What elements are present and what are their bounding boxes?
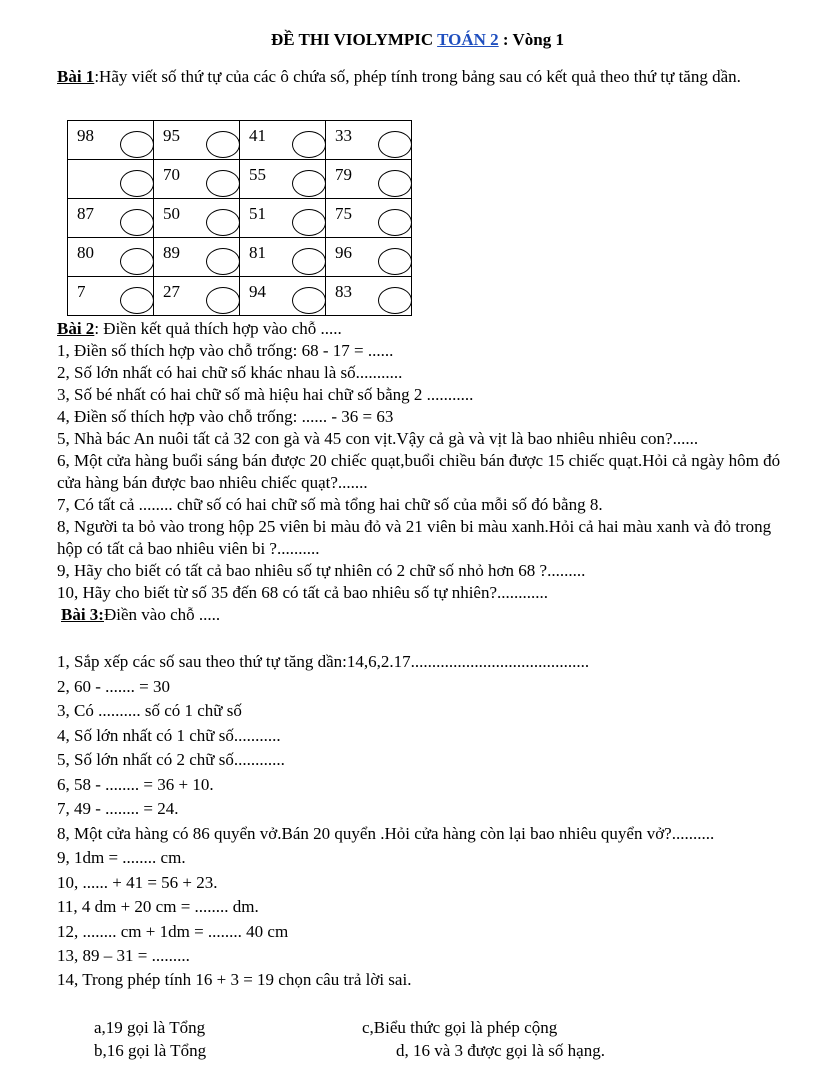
bai3-label: Bài 3:	[61, 605, 104, 624]
grid-cell	[240, 238, 326, 277]
answer-circle[interactable]	[120, 170, 154, 197]
bai2-label: Bài 2	[57, 319, 95, 338]
grid-cell	[68, 199, 154, 238]
bai1-intro	[57, 66, 767, 88]
bai2-item-2: 2, Số lớn nhất có hai chữ số khác nhau là số...........	[57, 363, 403, 382]
answer-circle[interactable]	[120, 248, 154, 275]
grid-cell-number: 79	[335, 165, 352, 184]
grid-cell	[240, 277, 326, 316]
answer-b: b,16 gọi là Tổng	[94, 1041, 207, 1060]
bai3-item-4: 4, Số lớn nhất có 1 chữ số...........	[57, 725, 281, 745]
grid-row	[68, 121, 412, 160]
grid-cell-number: 89	[163, 243, 180, 262]
grid-cell	[68, 277, 154, 316]
grid-cell-number: 80	[77, 243, 94, 262]
answer-circle[interactable]	[206, 209, 240, 236]
grid-cell-number: 51	[249, 204, 266, 223]
answer-circle[interactable]	[292, 287, 326, 314]
bai2-item-3: 3, Số bé nhất có hai chữ số mà hiệu hai chữ số bằng 2 ...........	[57, 385, 474, 404]
bai3-item-7: 7, 49 - ........ = 24.	[57, 799, 179, 818]
title-suffix: : Vòng 1	[502, 30, 565, 49]
answer-circle[interactable]	[206, 131, 240, 158]
grid-cell-number: 50	[163, 204, 180, 223]
answer-circle[interactable]	[206, 170, 240, 197]
bai3-item-14: 14, Trong phép tính 16 + 3 = 19 chọn câu trả lời sai.	[57, 969, 412, 989]
answer-a: a,19 gọi là Tổng	[94, 1018, 206, 1037]
grid-cell	[240, 199, 326, 238]
grid-cell	[326, 121, 412, 160]
bai2-item-9: 9, Hãy cho biết có tất cả bao nhiêu số tự nhiên có 2 chữ số nhỏ hơn 68 ?.........	[57, 561, 586, 580]
grid-cell	[326, 238, 412, 277]
grid-cell	[68, 160, 154, 199]
answer-circle[interactable]	[292, 170, 326, 197]
bai3-item-1: 1, Sắp xếp các số sau theo thứ tự tăng dần:14,6,2.17..........................................	[57, 652, 590, 671]
bai1-text: :Hãy viết số thứ tự của các ô chứa số, phép tính trong bảng sau có kết quả theo thứ tự tăng dần.	[94, 67, 741, 86]
grid-cell	[154, 121, 240, 160]
grid-cell-number: 96	[335, 243, 352, 262]
bai3-item-5: 5, Số lớn nhất có 2 chữ số............	[57, 750, 285, 769]
bai3-item-6: 6, 58 - ........ = 36 + 10.	[57, 774, 214, 794]
bai2-item-8: 8, Người ta bỏ vào trong hộp 25 viên bi màu đỏ và 21 viên bi màu xanh.Hỏi cả hai màu xanh và đỏ trong hộp có tất cả bao nhiêu viên bi ?..........	[57, 517, 772, 558]
bai2-item-10: 10, Hãy cho biết từ số 35 đến 68 có tất cả bao nhiêu số tự nhiên?............	[57, 583, 549, 602]
answer-circle[interactable]	[292, 248, 326, 275]
answer-circle[interactable]	[378, 209, 412, 236]
bai3-item-13: 13, 89 – 31 = .........	[57, 946, 190, 965]
grid-cell	[154, 160, 240, 199]
answer-d: d, 16 và 3 được gọi là số hạng.	[396, 1041, 605, 1060]
answer-circle[interactable]	[378, 131, 412, 158]
grid-cell	[326, 199, 412, 238]
page-title	[0, 30, 835, 50]
title-prefix: ĐỀ THI VIOLYMPIC	[270, 30, 434, 49]
bai1-label: Bài 1	[57, 67, 95, 86]
grid-cell	[154, 238, 240, 277]
grid-row	[68, 199, 412, 238]
answer-circle[interactable]	[206, 287, 240, 314]
bai2-item-6: 6, Một cửa hàng buổi sáng bán được 20 chiếc quạt,buổi chiều bán được 15 chiếc quạt.Hỏi cả ngày hôm đó cửa hàng bán được bao nhiêu chiếc quạt?.......	[57, 451, 781, 492]
bai2-item-5: 5, Nhà bác An nuôi tất cả 32 con gà và 45 con vịt.Vậy cả gà và vịt là bao nhiêu nhiêu con?......	[57, 429, 699, 448]
bai2-item-1: 1, Điền số thích hợp vào chỗ trống: 68 - 17 = ......	[57, 341, 394, 360]
grid-cell-number: 55	[249, 165, 266, 184]
answer-c: c,Biểu thức gọi là phép cộng	[362, 1018, 558, 1037]
grid-row	[68, 277, 412, 316]
answer-circle[interactable]	[378, 170, 412, 197]
grid-cell-number: 7	[77, 282, 86, 301]
bai3-item-10: 10, ...... + 41 = 56 + 23.	[57, 872, 218, 892]
bai2-section	[57, 318, 787, 626]
grid-cell-number: 41	[249, 126, 266, 145]
grid-cell-number: 98	[77, 126, 94, 145]
answer-circle[interactable]	[292, 131, 326, 158]
answer-circle[interactable]	[292, 209, 326, 236]
grid-row	[68, 160, 412, 199]
answer-circle[interactable]	[120, 131, 154, 158]
grid-cell	[154, 199, 240, 238]
bai3-item-12: 12, ........ cm + 1dm = ........ 40 cm	[57, 921, 289, 941]
grid-cell-number: 87	[77, 204, 94, 223]
bai3-item-9: 9, 1dm = ........ cm.	[57, 848, 186, 867]
grid-cell-number: 95	[163, 126, 180, 145]
bai3-section	[57, 650, 787, 990]
bai3-item-8: 8, Một cửa hàng có 86 quyển vở.Bán 20 quyển .Hỏi cửa hàng còn lại bao nhiêu quyển vở?..........	[57, 823, 715, 843]
grid-row	[68, 238, 412, 277]
bai3-heading	[57, 604, 787, 626]
grid-cell-number: 81	[249, 243, 266, 262]
bai3-item-11: 11, 4 dm + 20 cm = ........ dm.	[57, 897, 259, 916]
grid-cell	[326, 160, 412, 199]
grid-cell	[240, 121, 326, 160]
grid-cell	[154, 277, 240, 316]
grid-cell-number: 94	[249, 282, 266, 301]
grid-cell-number: 75	[335, 204, 352, 223]
bai2-heading	[57, 318, 787, 340]
grid-cell-number: 70	[163, 165, 180, 184]
answer-circle[interactable]	[120, 209, 154, 236]
bai2-item-7: 7, Có tất cả ........ chữ số có hai chữ số mà tổng hai chữ số của mỗi số đó bằng 8.	[57, 495, 603, 514]
answer-circle[interactable]	[120, 287, 154, 314]
grid-cell-number: 83	[335, 282, 352, 301]
grid-cell	[326, 277, 412, 316]
bai2-item-4: 4, Điền số thích hợp vào chỗ trống: ...... - 36 = 63	[57, 407, 394, 426]
bai3-item-3: 3, Có .......... số có 1 chữ số	[57, 701, 242, 720]
grid-cell	[68, 238, 154, 277]
grid-cell	[240, 160, 326, 199]
bai3-item-2: 2, 60 - ....... = 30	[57, 676, 170, 696]
grid-cell	[68, 121, 154, 160]
grid-cell-number: 27	[163, 282, 180, 301]
bai2-text: : Điền kết quả thích hợp vào chỗ .....	[94, 319, 342, 338]
answer-circle[interactable]	[378, 287, 412, 314]
grid-cell-number: 33	[335, 126, 352, 145]
bai3-text: Điền vào chỗ .....	[103, 605, 221, 624]
answer-circle[interactable]	[378, 248, 412, 275]
answer-circle[interactable]	[206, 248, 240, 275]
number-grid	[67, 120, 412, 316]
title-link[interactable]: TOÁN 2	[437, 30, 499, 49]
